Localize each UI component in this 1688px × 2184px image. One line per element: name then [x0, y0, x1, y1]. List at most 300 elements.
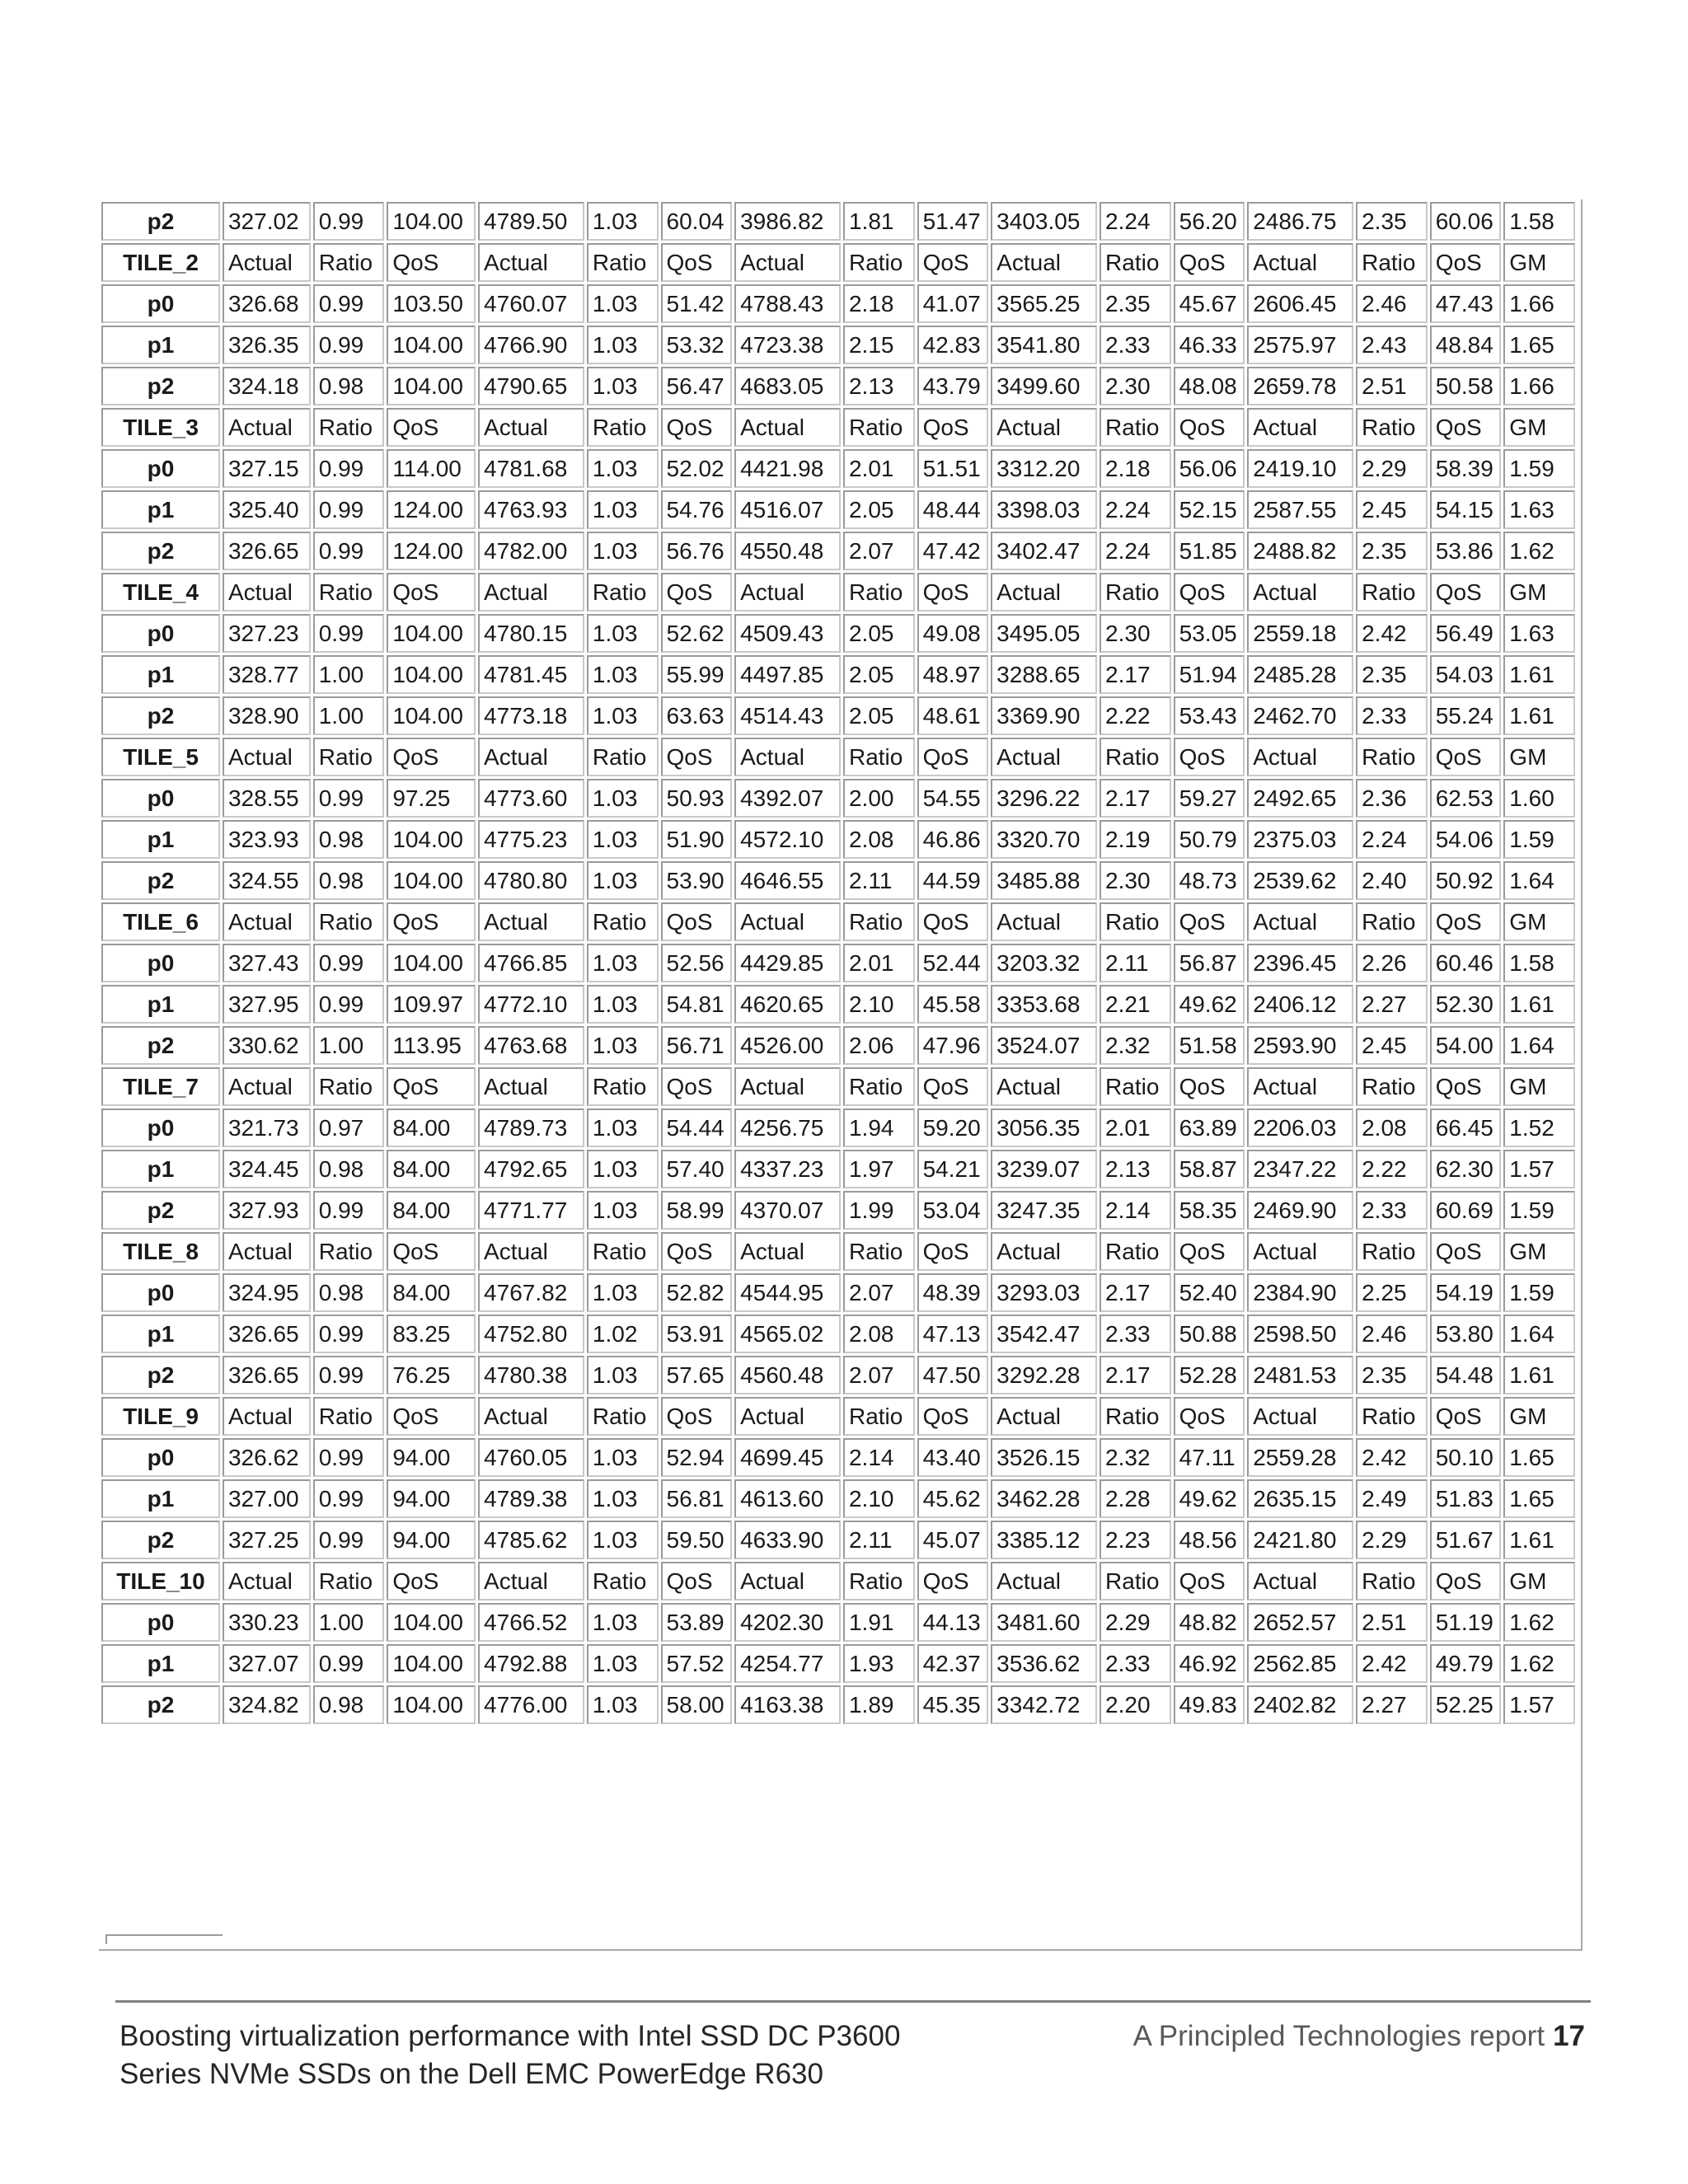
table-cell: 2.42	[1356, 1438, 1428, 1477]
table-cell: 1.65	[1503, 326, 1575, 364]
table-cell: 327.07	[223, 1644, 311, 1683]
table-cell: 104.00	[387, 1644, 476, 1683]
table-cell: 45.35	[917, 1685, 989, 1724]
table-cell: 3524.07	[991, 1026, 1097, 1065]
table-cell: Ratio	[313, 1397, 385, 1436]
row-label: p2	[101, 1026, 220, 1065]
table-cell: 327.95	[223, 985, 311, 1024]
table-cell: 60.04	[661, 202, 733, 241]
table-cell: QoS	[661, 243, 733, 282]
table-cell: Actual	[991, 573, 1097, 612]
table-cell: 58.35	[1174, 1191, 1245, 1230]
table-row	[101, 1438, 1575, 1477]
table-cell: Actual	[991, 243, 1097, 282]
table-cell: GM	[1503, 1232, 1575, 1271]
table-cell: Actual	[478, 738, 584, 776]
table-cell: 4723.38	[734, 326, 841, 364]
table-cell: 4516.07	[734, 490, 841, 529]
row-label: TILE_7	[101, 1067, 220, 1106]
table-cell: Actual	[734, 1067, 841, 1106]
footer-report-title	[120, 2018, 900, 2093]
table-cell: 4792.65	[478, 1150, 584, 1188]
row-label: p1	[101, 1479, 220, 1518]
table-cell: 0.98	[313, 1273, 385, 1312]
table-cell: 3403.05	[991, 202, 1097, 241]
table-cell: QoS	[387, 573, 476, 612]
table-cell: 2.17	[1100, 1273, 1171, 1312]
results-table-body	[101, 202, 1575, 1724]
table-cell: 326.65	[223, 1315, 311, 1353]
table-cell: 1.00	[313, 696, 385, 735]
table-cell: 2659.78	[1247, 367, 1353, 405]
table-cell: 1.03	[587, 820, 659, 859]
table-cell: 327.43	[223, 944, 311, 982]
table-cell: 84.00	[387, 1191, 476, 1230]
table-row	[101, 696, 1575, 735]
table-cell: 48.39	[917, 1273, 989, 1312]
table-cell: Actual	[223, 573, 311, 612]
table-cell: 2.29	[1100, 1603, 1171, 1642]
table-cell: 0.99	[313, 985, 385, 1024]
table-cell: Actual	[1247, 243, 1353, 282]
table-cell: 0.99	[313, 1315, 385, 1353]
table-cell: Actual	[734, 1232, 841, 1271]
table-cell: 2.40	[1356, 861, 1428, 900]
table-cell: 46.92	[1174, 1644, 1245, 1683]
table-cell: 124.00	[387, 532, 476, 570]
table-cell: 2.07	[843, 1356, 915, 1394]
table-cell: QoS	[1174, 1397, 1245, 1436]
table-cell: 46.33	[1174, 326, 1245, 364]
table-cell: 0.99	[313, 1479, 385, 1518]
table-cell: 1.52	[1503, 1108, 1575, 1147]
row-label: p0	[101, 1108, 220, 1147]
table-cell: 3565.25	[991, 284, 1097, 323]
table-cell: 4699.45	[734, 1438, 841, 1477]
table-cell: QoS	[917, 243, 989, 282]
table-cell: 2.01	[1100, 1108, 1171, 1147]
table-row	[101, 1644, 1575, 1683]
table-cell: 1.59	[1503, 449, 1575, 488]
table-cell: QoS	[387, 1397, 476, 1436]
table-cell: Actual	[223, 738, 311, 776]
table-cell: 54.81	[661, 985, 733, 1024]
table-cell: 3369.90	[991, 696, 1097, 735]
row-label: p1	[101, 326, 220, 364]
table-cell: 2.00	[843, 779, 915, 818]
table-cell: 2486.75	[1247, 202, 1353, 241]
table-row	[101, 408, 1575, 447]
table-cell: 4782.00	[478, 532, 584, 570]
table-cell: 4256.75	[734, 1108, 841, 1147]
table-cell: 55.24	[1430, 696, 1502, 735]
row-label: p0	[101, 1273, 220, 1312]
table-empty-cell	[106, 1934, 223, 1944]
table-cell: 1.03	[587, 1479, 659, 1518]
table-cell: 1.89	[843, 1685, 915, 1724]
table-row	[101, 1521, 1575, 1559]
footer-title-line-2: Series NVMe SSDs on the Dell EMC PowerEdge R630	[120, 2058, 823, 2090]
table-row	[101, 1315, 1575, 1353]
table-cell: 51.90	[661, 820, 733, 859]
table-cell: 1.63	[1503, 614, 1575, 653]
table-cell: GM	[1503, 902, 1575, 941]
table-cell: 4790.65	[478, 367, 584, 405]
table-cell: 47.42	[917, 532, 989, 570]
table-cell: 4565.02	[734, 1315, 841, 1353]
table-cell: QoS	[387, 902, 476, 941]
table-cell: 51.94	[1174, 655, 1245, 694]
table-cell: 3056.35	[991, 1108, 1097, 1147]
table-cell: Ratio	[313, 243, 385, 282]
table-cell: 2.20	[1100, 1685, 1171, 1724]
table-cell: 52.44	[917, 944, 989, 982]
table-cell: 1.00	[313, 1026, 385, 1065]
table-row	[101, 820, 1575, 859]
table-cell: 3398.03	[991, 490, 1097, 529]
table-cell: Ratio	[1356, 1067, 1428, 1106]
table-cell: 1.60	[1503, 779, 1575, 818]
table-cell: 327.15	[223, 449, 311, 488]
table-cell: 2.10	[843, 985, 915, 1024]
table-cell: QoS	[917, 408, 989, 447]
table-cell: GM	[1503, 408, 1575, 447]
table-cell: 2635.15	[1247, 1479, 1353, 1518]
table-cell: QoS	[1430, 1232, 1502, 1271]
page-number: 17	[1553, 2020, 1585, 2052]
table-cell: 94.00	[387, 1438, 476, 1477]
table-cell: Ratio	[1100, 243, 1171, 282]
table-cell: 0.99	[313, 779, 385, 818]
table-cell: 2384.90	[1247, 1273, 1353, 1312]
results-table-container	[99, 199, 1582, 1951]
table-cell: QoS	[1174, 408, 1245, 447]
table-cell: 1.64	[1503, 1026, 1575, 1065]
table-cell: 94.00	[387, 1479, 476, 1518]
table-cell: 51.19	[1430, 1603, 1502, 1642]
table-cell: 1.03	[587, 1026, 659, 1065]
table-cell: Actual	[734, 408, 841, 447]
table-cell: 60.06	[1430, 202, 1502, 241]
table-cell: 103.50	[387, 284, 476, 323]
table-cell: 2.24	[1100, 490, 1171, 529]
table-cell: 104.00	[387, 1603, 476, 1642]
table-cell: 0.99	[313, 614, 385, 653]
table-cell: 1.03	[587, 1685, 659, 1724]
table-cell: 327.25	[223, 1521, 311, 1559]
table-cell: 3462.28	[991, 1479, 1097, 1518]
table-cell: Ratio	[843, 1562, 915, 1601]
row-label: p0	[101, 614, 220, 653]
table-cell: 2.35	[1356, 1356, 1428, 1394]
row-label: p0	[101, 779, 220, 818]
table-cell: QoS	[1430, 902, 1502, 941]
table-cell: 4775.23	[478, 820, 584, 859]
table-cell: Ratio	[587, 738, 659, 776]
table-cell: 4766.90	[478, 326, 584, 364]
table-cell: 326.68	[223, 284, 311, 323]
table-cell: 1.93	[843, 1644, 915, 1683]
table-cell: Ratio	[843, 243, 915, 282]
table-cell: 328.77	[223, 655, 311, 694]
table-cell: 0.99	[313, 532, 385, 570]
table-cell: 3288.65	[991, 655, 1097, 694]
table-cell: QoS	[661, 1562, 733, 1601]
footer-divider	[115, 2000, 1591, 2003]
table-cell: 0.99	[313, 490, 385, 529]
row-label: TILE_6	[101, 902, 220, 941]
table-cell: Actual	[223, 408, 311, 447]
table-cell: 54.15	[1430, 490, 1502, 529]
table-cell: Ratio	[587, 1562, 659, 1601]
table-cell: 1.66	[1503, 284, 1575, 323]
table-cell: 0.99	[313, 1644, 385, 1683]
table-cell: Ratio	[313, 1562, 385, 1601]
table-cell: 45.62	[917, 1479, 989, 1518]
table-row	[101, 243, 1575, 282]
table-cell: Ratio	[843, 902, 915, 941]
table-cell: 1.58	[1503, 944, 1575, 982]
table-cell: 56.81	[661, 1479, 733, 1518]
table-cell: QoS	[387, 408, 476, 447]
table-cell: QoS	[1430, 243, 1502, 282]
table-cell: 3542.47	[991, 1315, 1097, 1353]
table-cell: 2.14	[1100, 1191, 1171, 1230]
table-cell: QoS	[1430, 573, 1502, 612]
table-cell: 324.45	[223, 1150, 311, 1188]
table-cell: 4772.10	[478, 985, 584, 1024]
table-cell: 4514.43	[734, 696, 841, 735]
table-cell: 1.59	[1503, 820, 1575, 859]
table-cell: 0.98	[313, 861, 385, 900]
table-cell: 3541.80	[991, 326, 1097, 364]
table-cell: 326.35	[223, 326, 311, 364]
table-cell: 48.56	[1174, 1521, 1245, 1559]
table-cell: Ratio	[843, 1232, 915, 1271]
table-cell: 2.17	[1100, 779, 1171, 818]
table-cell: 2.13	[1100, 1150, 1171, 1188]
table-cell: QoS	[917, 1232, 989, 1271]
table-cell: 2575.97	[1247, 326, 1353, 364]
row-label: TILE_10	[101, 1562, 220, 1601]
table-cell: 45.67	[1174, 284, 1245, 323]
table-cell: 50.79	[1174, 820, 1245, 859]
table-cell: 1.61	[1503, 1521, 1575, 1559]
table-cell: 2652.57	[1247, 1603, 1353, 1642]
table-cell: 2.15	[843, 326, 915, 364]
table-cell: 1.03	[587, 367, 659, 405]
table-cell: 4572.10	[734, 820, 841, 859]
table-cell: 50.10	[1430, 1438, 1502, 1477]
table-cell: 3481.60	[991, 1603, 1097, 1642]
table-cell: 104.00	[387, 1685, 476, 1724]
table-cell: Ratio	[1356, 1397, 1428, 1436]
table-cell: 2421.80	[1247, 1521, 1353, 1559]
table-cell: Actual	[734, 738, 841, 776]
table-cell: 51.67	[1430, 1521, 1502, 1559]
table-cell: Actual	[991, 902, 1097, 941]
table-cell: 1.03	[587, 1644, 659, 1683]
row-label: p1	[101, 1644, 220, 1683]
table-cell: QoS	[1174, 1562, 1245, 1601]
table-cell: Actual	[223, 902, 311, 941]
table-cell: 51.42	[661, 284, 733, 323]
table-row	[101, 1150, 1575, 1188]
table-cell: QoS	[661, 1067, 733, 1106]
table-cell: 50.58	[1430, 367, 1502, 405]
table-cell: 53.05	[1174, 614, 1245, 653]
table-cell: 2.32	[1100, 1438, 1171, 1477]
table-cell: 1.03	[587, 861, 659, 900]
table-cell: 2.05	[843, 655, 915, 694]
table-cell: 2.07	[843, 1273, 915, 1312]
table-cell: 4763.68	[478, 1026, 584, 1065]
table-cell: 0.99	[313, 202, 385, 241]
table-cell: QoS	[1430, 1562, 1502, 1601]
table-cell: 57.65	[661, 1356, 733, 1394]
table-cell: 2.33	[1356, 696, 1428, 735]
table-cell: QoS	[1174, 1067, 1245, 1106]
table-cell: Ratio	[1356, 902, 1428, 941]
table-cell: 2559.18	[1247, 614, 1353, 653]
table-cell: 41.07	[917, 284, 989, 323]
table-cell: 1.94	[843, 1108, 915, 1147]
table-cell: Actual	[991, 738, 1097, 776]
table-cell: 3353.68	[991, 985, 1097, 1024]
table-cell: 2593.90	[1247, 1026, 1353, 1065]
table-cell: 2.45	[1356, 1026, 1428, 1065]
table-cell: 49.62	[1174, 985, 1245, 1024]
table-cell: 1.65	[1503, 1438, 1575, 1477]
table-cell: 2598.50	[1247, 1315, 1353, 1353]
table-row	[101, 1191, 1575, 1230]
table-cell: 2.01	[843, 449, 915, 488]
table-cell: 59.50	[661, 1521, 733, 1559]
table-cell: Actual	[991, 1232, 1097, 1271]
table-cell: 3986.82	[734, 202, 841, 241]
table-cell: 2.30	[1100, 614, 1171, 653]
table-cell: 4370.07	[734, 1191, 841, 1230]
table-cell: Actual	[734, 902, 841, 941]
table-cell: 52.25	[1430, 1685, 1502, 1724]
table-cell: 3293.03	[991, 1273, 1097, 1312]
table-row	[101, 367, 1575, 405]
table-cell: 324.82	[223, 1685, 311, 1724]
table-cell: 1.97	[843, 1150, 915, 1188]
table-cell: 2.18	[843, 284, 915, 323]
table-cell: 1.03	[587, 1521, 659, 1559]
table-cell: Actual	[1247, 902, 1353, 941]
row-label: p2	[101, 861, 220, 900]
footer-report-label: A Principled Technologies report	[1132, 2020, 1545, 2052]
table-cell: 53.04	[917, 1191, 989, 1230]
table-row	[101, 1685, 1575, 1724]
table-cell: 2492.65	[1247, 779, 1353, 818]
table-cell: 58.00	[661, 1685, 733, 1724]
table-cell: 1.03	[587, 1108, 659, 1147]
table-cell: 84.00	[387, 1108, 476, 1147]
table-cell: Actual	[734, 1562, 841, 1601]
table-cell: 44.13	[917, 1603, 989, 1642]
table-cell: 2.23	[1100, 1521, 1171, 1559]
table-cell: 2.13	[843, 367, 915, 405]
table-cell: 76.25	[387, 1356, 476, 1394]
table-cell: Ratio	[313, 1232, 385, 1271]
table-cell: 2.11	[843, 861, 915, 900]
table-cell: Actual	[1247, 1232, 1353, 1271]
table-cell: Ratio	[1356, 408, 1428, 447]
table-cell: 48.44	[917, 490, 989, 529]
table-cell: 50.88	[1174, 1315, 1245, 1353]
table-cell: 49.79	[1430, 1644, 1502, 1683]
table-cell: 94.00	[387, 1521, 476, 1559]
table-cell: 323.93	[223, 820, 311, 859]
table-row	[101, 284, 1575, 323]
row-label: p0	[101, 944, 220, 982]
table-cell: 0.99	[313, 1356, 385, 1394]
table-row	[101, 944, 1575, 982]
table-cell: 1.03	[587, 284, 659, 323]
table-cell: 4776.00	[478, 1685, 584, 1724]
table-cell: 0.99	[313, 1191, 385, 1230]
table-cell: 4752.80	[478, 1315, 584, 1353]
table-cell: 2.28	[1100, 1479, 1171, 1518]
table-cell: Actual	[478, 1397, 584, 1436]
table-cell: 4766.52	[478, 1603, 584, 1642]
table-cell: 2.25	[1356, 1273, 1428, 1312]
table-cell: 0.98	[313, 1150, 385, 1188]
table-cell: 2.08	[1356, 1108, 1428, 1147]
table-cell: 2.22	[1100, 696, 1171, 735]
row-label: TILE_8	[101, 1232, 220, 1271]
table-cell: 1.62	[1503, 532, 1575, 570]
table-cell: 1.03	[587, 985, 659, 1024]
table-cell: 2.49	[1356, 1479, 1428, 1518]
table-cell: 104.00	[387, 326, 476, 364]
table-cell: 57.52	[661, 1644, 733, 1683]
table-cell: QoS	[661, 902, 733, 941]
table-cell: Actual	[223, 243, 311, 282]
table-cell: 1.61	[1503, 1356, 1575, 1394]
table-cell: 53.86	[1430, 532, 1502, 570]
table-cell: 1.03	[587, 532, 659, 570]
table-cell: 4526.00	[734, 1026, 841, 1065]
table-cell: 324.55	[223, 861, 311, 900]
table-cell: 2402.82	[1247, 1685, 1353, 1724]
row-label: p1	[101, 1150, 220, 1188]
table-cell: Ratio	[1100, 573, 1171, 612]
table-cell: 2587.55	[1247, 490, 1353, 529]
table-cell: 2419.10	[1247, 449, 1353, 488]
table-cell: 56.20	[1174, 202, 1245, 241]
table-cell: 3342.72	[991, 1685, 1097, 1724]
table-cell: 2.29	[1356, 1521, 1428, 1559]
table-cell: 0.99	[313, 284, 385, 323]
table-cell: 54.03	[1430, 655, 1502, 694]
table-cell: 3320.70	[991, 820, 1097, 859]
table-cell: Actual	[478, 1067, 584, 1106]
table-cell: Ratio	[587, 1067, 659, 1106]
table-cell: 2.19	[1100, 820, 1171, 859]
table-cell: QoS	[1174, 243, 1245, 282]
results-table	[99, 199, 1578, 1727]
table-cell: Actual	[478, 902, 584, 941]
table-cell: 2.35	[1356, 655, 1428, 694]
table-cell: 324.18	[223, 367, 311, 405]
table-cell: 84.00	[387, 1273, 476, 1312]
table-cell: 47.13	[917, 1315, 989, 1353]
table-cell: QoS	[1430, 1067, 1502, 1106]
